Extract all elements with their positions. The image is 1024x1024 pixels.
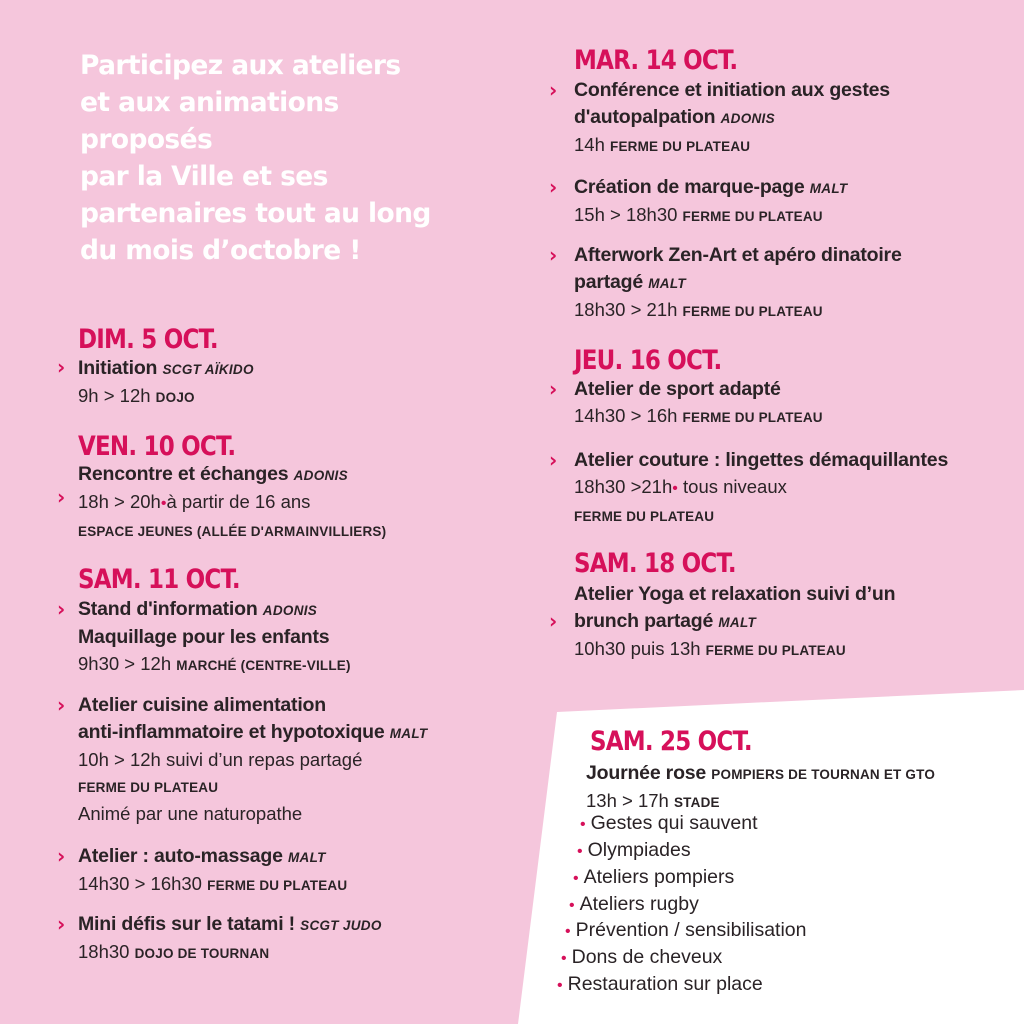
- event-rencontre: [78, 461, 386, 545]
- event-auto-massage: [78, 843, 347, 899]
- event-place: DOJO: [155, 390, 195, 405]
- event-yoga: [574, 581, 895, 664]
- dot-icon: •: [565, 923, 571, 940]
- event-mini-defis: [78, 911, 382, 967]
- activity-item: • Gestes qui sauvent: [580, 812, 758, 834]
- event-afterwork: [574, 242, 902, 325]
- event-place: STADE: [673, 795, 720, 810]
- chevron-right-icon: ›: [57, 912, 66, 936]
- event-note: Animé par une naturopathe: [78, 803, 303, 824]
- dot-icon: •: [573, 870, 579, 887]
- chevron-right-icon: ›: [549, 609, 558, 633]
- event-organizer: MALT: [648, 276, 686, 291]
- event-title: Rencontre et échanges: [78, 463, 289, 485]
- event-organizer: ADONIS: [262, 603, 318, 618]
- event-extra: à partir de 16 ans: [166, 491, 311, 512]
- event-place: DOJO DE TOURNAN: [134, 946, 270, 961]
- chevron-right-icon: ›: [57, 693, 66, 717]
- chevron-right-icon: ›: [57, 485, 66, 509]
- day-heading: SAM. 25 OCT.: [590, 727, 752, 757]
- chevron-right-icon: ›: [57, 597, 66, 621]
- event-organizer: MALT: [718, 615, 757, 630]
- activity-item: • Dons de cheveux: [561, 946, 723, 968]
- day-heading: JEU. 16 OCT.: [574, 346, 722, 376]
- dot-icon: •: [577, 843, 583, 860]
- chevron-right-icon: ›: [549, 243, 558, 267]
- event-title-line2: brunch partagé: [574, 610, 714, 632]
- event-title: Stand d'information: [78, 598, 258, 620]
- event-place: FERME DU PLATEAU: [207, 878, 348, 893]
- activity-item: • Olympiades: [577, 839, 691, 861]
- event-time: 18h30 > 21h: [574, 299, 678, 320]
- event-organizer: MALT: [287, 850, 326, 865]
- event-place: ESPACE JEUNES (ALLÉE D'ARMAINVILLIERS): [78, 524, 387, 539]
- event-place: FERME DU PLATEAU: [682, 209, 823, 224]
- event-organizer: SCGT AÏKIDO: [162, 362, 254, 377]
- event-time: 9h > 12h: [78, 385, 151, 406]
- chevron-right-icon: ›: [549, 175, 558, 199]
- event-time: 14h30 > 16h30: [78, 873, 202, 894]
- event-title: Initiation: [78, 357, 158, 379]
- event-place: FERME DU PLATEAU: [610, 139, 751, 154]
- event-time: 15h > 18h30: [574, 204, 678, 225]
- event-place: FERME DU PLATEAU: [682, 304, 823, 319]
- event-conference: [574, 77, 890, 160]
- event-title: Atelier couture : lingettes démaquillantes: [574, 449, 949, 471]
- dot-icon: •: [160, 495, 167, 512]
- day-heading: SAM. 18 OCT.: [574, 549, 736, 579]
- event-time: 14h30 > 16h: [574, 405, 678, 426]
- event-initiation: [78, 355, 254, 411]
- event-place: FERME DU PLATEAU: [682, 410, 823, 425]
- event-place: FERME DU PLATEAU: [705, 643, 846, 658]
- event-title: Journée rose: [586, 762, 707, 784]
- dot-icon: •: [672, 480, 678, 497]
- event-place: FERME DU PLATEAU: [574, 509, 715, 524]
- event-marque-page: [574, 174, 847, 230]
- event-time: 18h30: [78, 941, 130, 962]
- activity-item: • Restauration sur place: [557, 973, 763, 995]
- event-title: Atelier de sport adapté: [574, 378, 781, 400]
- event-title: Conférence et initiation aux gestes: [574, 79, 890, 101]
- event-journee-rose: [586, 760, 935, 816]
- intro-text: Participez aux ateliers et aux animations proposés par la Ville et ses partenaires tout au long du mois d’octobre !: [80, 50, 431, 266]
- event-time: 9h30 > 12h: [78, 653, 172, 674]
- activity-item: • Ateliers rugby: [569, 893, 699, 915]
- event-time: 10h30 puis 13h: [574, 638, 701, 659]
- event-time: 18h > 20h: [78, 491, 161, 512]
- day-heading: MAR. 14 OCT.: [574, 46, 738, 76]
- event-atelier-cuisine: [78, 692, 427, 827]
- event-extra: tous niveaux: [683, 476, 787, 497]
- event-stand-information: [78, 596, 351, 679]
- event-title: Mini défis sur le tatami !: [78, 913, 295, 935]
- event-title-line2: d'autopalpation: [574, 106, 716, 128]
- event-sport-adapte: [574, 376, 823, 431]
- event-couture: [574, 447, 948, 530]
- dot-icon: •: [569, 897, 575, 914]
- event-title: Atelier cuisine alimentation: [78, 694, 326, 716]
- day-heading: SAM. 11 OCT.: [78, 565, 240, 595]
- dot-icon: •: [580, 816, 586, 833]
- activity-item: • Ateliers pompiers: [573, 866, 735, 888]
- activity-item: • Prévention / sensibilisation: [565, 919, 807, 941]
- chevron-right-icon: ›: [549, 377, 558, 401]
- event-organizer: POMPIERS DE TOURNAN ET GTO: [711, 767, 936, 782]
- event-place: MARCHÉ (CENTRE-VILLE): [176, 658, 351, 673]
- event-title-line2: Maquillage pour les enfants: [78, 626, 330, 648]
- chevron-right-icon: ›: [549, 448, 558, 472]
- event-time: 13h > 17h: [586, 790, 669, 811]
- chevron-right-icon: ›: [57, 844, 66, 868]
- event-organizer: MALT: [389, 726, 428, 741]
- event-title-line2: anti-inflammatoire et hypotoxique: [78, 721, 385, 743]
- chevron-right-icon: ›: [549, 78, 558, 102]
- event-organizer: ADONIS: [720, 111, 775, 126]
- event-time: 18h30 >21h: [574, 476, 673, 497]
- chevron-right-icon: ›: [57, 355, 66, 379]
- event-title: Atelier : auto-massage: [78, 845, 283, 867]
- event-time: 10h > 12h suivi d’un repas partagé: [78, 749, 363, 770]
- event-organizer: MALT: [809, 181, 848, 196]
- dot-icon: •: [561, 950, 567, 967]
- event-title: Afterwork Zen-Art et apéro dinatoire: [574, 244, 902, 266]
- dot-icon: •: [557, 977, 563, 994]
- event-place: FERME DU PLATEAU: [78, 780, 219, 795]
- day-heading: VEN. 10 OCT.: [78, 432, 236, 462]
- event-title: Atelier Yoga et relaxation suivi d’un: [574, 583, 896, 605]
- day-heading: DIM. 5 OCT.: [78, 325, 218, 355]
- event-title-line2: partagé: [574, 271, 644, 293]
- event-organizer: SCGT JUDO: [300, 918, 382, 933]
- event-title: Création de marque-page: [574, 176, 805, 198]
- event-time: 14h: [574, 134, 605, 155]
- event-organizer: ADONIS: [293, 468, 348, 483]
